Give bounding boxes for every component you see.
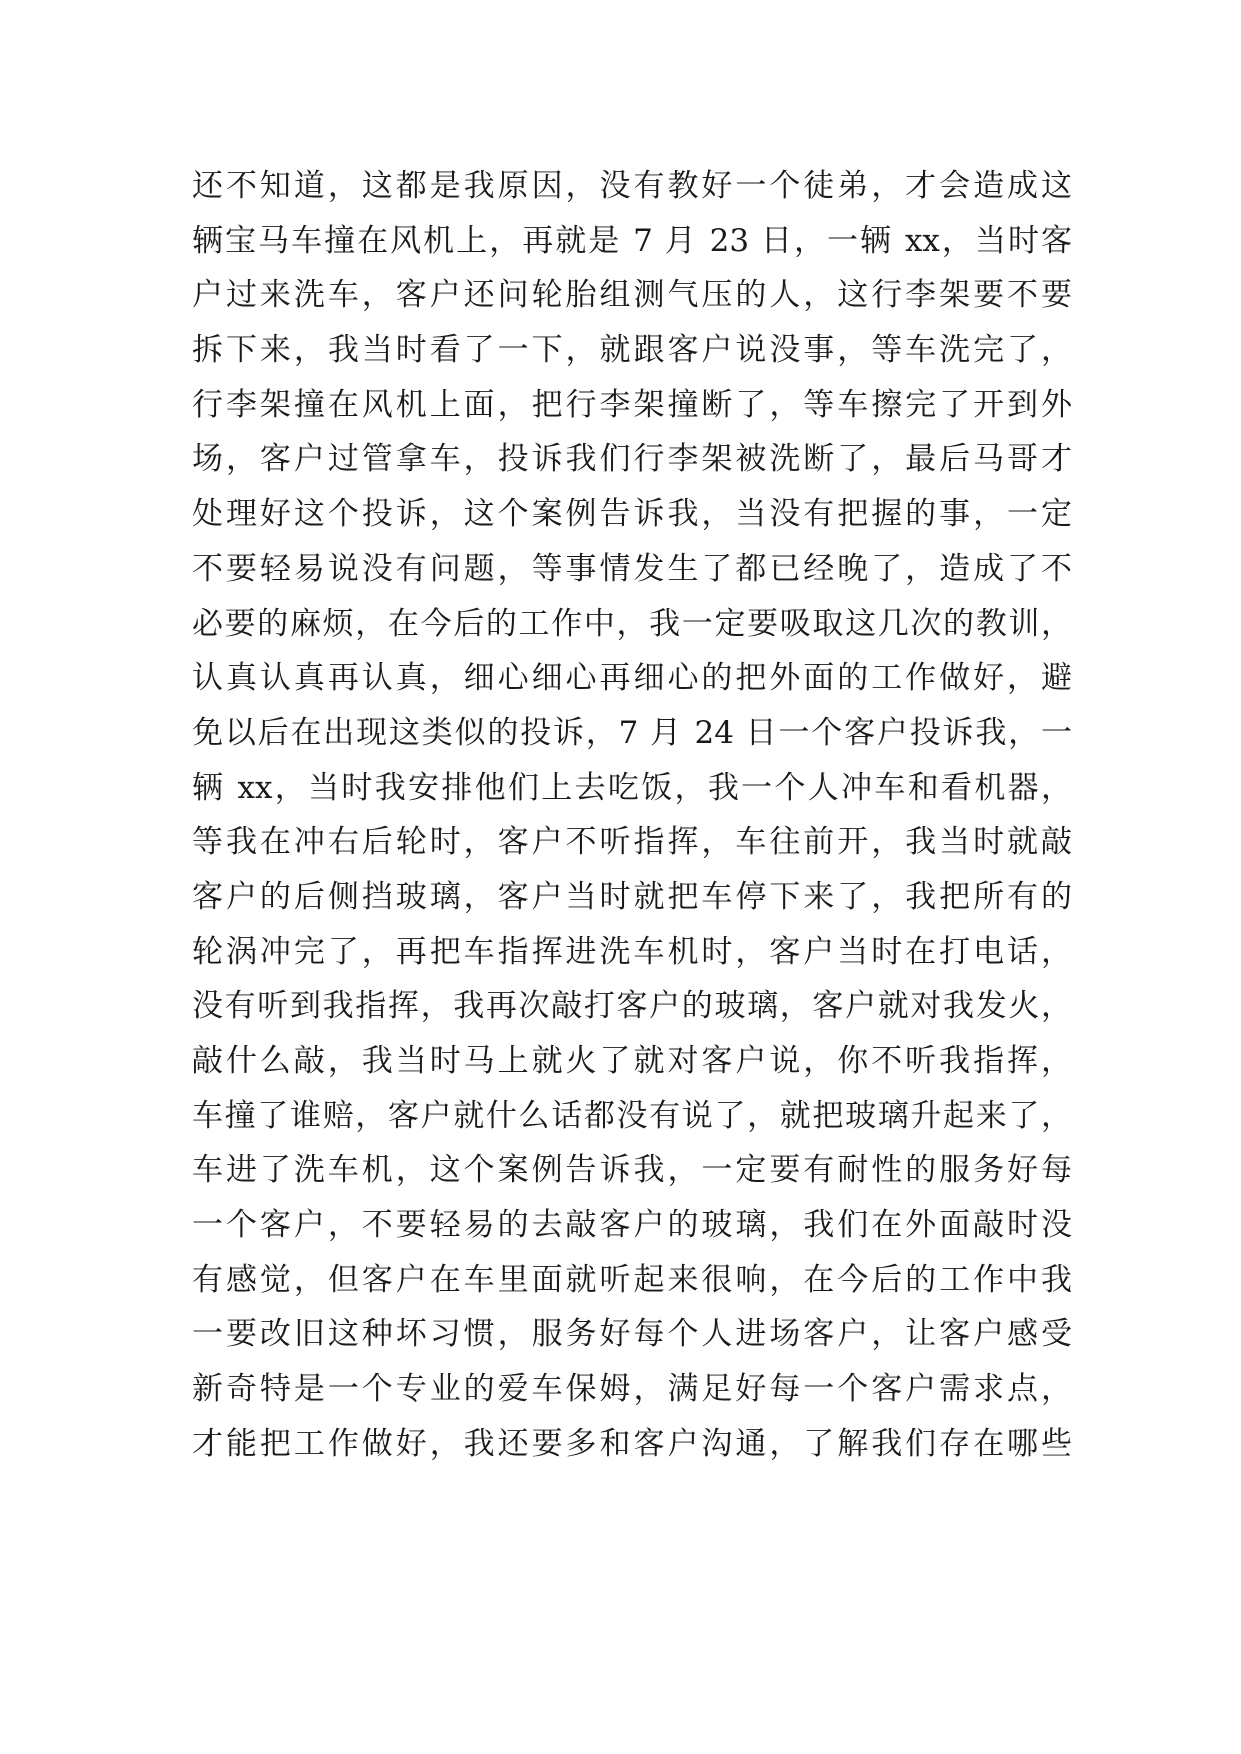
- text-line: 车进了洗车机，这个案例告诉我，一定要有耐性的服务好每: [192, 1152, 1072, 1189]
- text-line: 轮涡冲完了，再把车指挥进洗车机时，客户当时在打电话，: [192, 933, 1072, 970]
- text-line: 必要的麻烦，在今后的工作中，我一定要吸取这几次的教训，: [192, 605, 1072, 642]
- text-line: 有感觉，但客户在车里面就听起来很响，在今后的工作中我: [192, 1261, 1072, 1298]
- text-line: 没有听到我指挥，我再次敲打客户的玻璃，客户就对我发火，: [192, 988, 1072, 1025]
- text-line: 行李架撞在风机上面，把行李架撞断了，等车擦完了开到外: [192, 386, 1072, 423]
- body-text: [192, 166, 1072, 1479]
- text-line: 辆宝马车撞在风机上，再就是 7 月 23 日，一辆 xx，当时客: [192, 222, 1072, 259]
- text-line: 认真认真再认真，细心细心再细心的把外面的工作做好，避: [192, 660, 1072, 697]
- text-line: 免以后在出现这类似的投诉，7 月 24 日一个客户投诉我，一: [192, 714, 1072, 751]
- text-line: 不要轻易说没有问题，等事情发生了都已经晚了，造成了不: [192, 550, 1072, 587]
- text-line: 车撞了谁赔，客户就什么话都没有说了，就把玻璃升起来了，: [192, 1097, 1072, 1134]
- text-line: 场，客户过管拿车，投诉我们行李架被洗断了，最后马哥才: [192, 441, 1072, 478]
- text-line: 拆下来，我当时看了一下，就跟客户说没事，等车洗完了，: [192, 332, 1072, 369]
- text-line: 才能把工作做好，我还要多和客户沟通，了解我们存在哪些: [192, 1425, 1072, 1462]
- text-line: 辆 xx，当时我安排他们上去吃饭，我一个人冲车和看机器，: [192, 769, 1072, 806]
- text-line: 客户的后侧挡玻璃，客户当时就把车停下来了，我把所有的: [192, 878, 1072, 915]
- text-line: 一要改旧这种坏习惯，服务好每个人进场客户，让客户感受: [192, 1316, 1072, 1353]
- text-line: 还不知道，这都是我原因，没有教好一个徒弟，才会造成这: [192, 168, 1072, 204]
- text-line: 户过来洗车，客户还问轮胎组测气压的人，这行李架要不要: [192, 277, 1072, 314]
- text-line: 新奇特是一个专业的爱车保姆，满足好每一个客户需求点，: [192, 1371, 1072, 1408]
- text-line: 处理好这个投诉，这个案例告诉我，当没有把握的事，一定: [192, 496, 1072, 533]
- text-line: 等我在冲右后轮时，客户不听指挥，车往前开，我当时就敲: [192, 824, 1072, 861]
- text-line: 敲什么敲，我当时马上就火了就对客户说，你不听我指挥，: [192, 1043, 1072, 1079]
- text-line: 一个客户，不要轻易的去敲客户的玻璃，我们在外面敲时没: [192, 1207, 1072, 1244]
